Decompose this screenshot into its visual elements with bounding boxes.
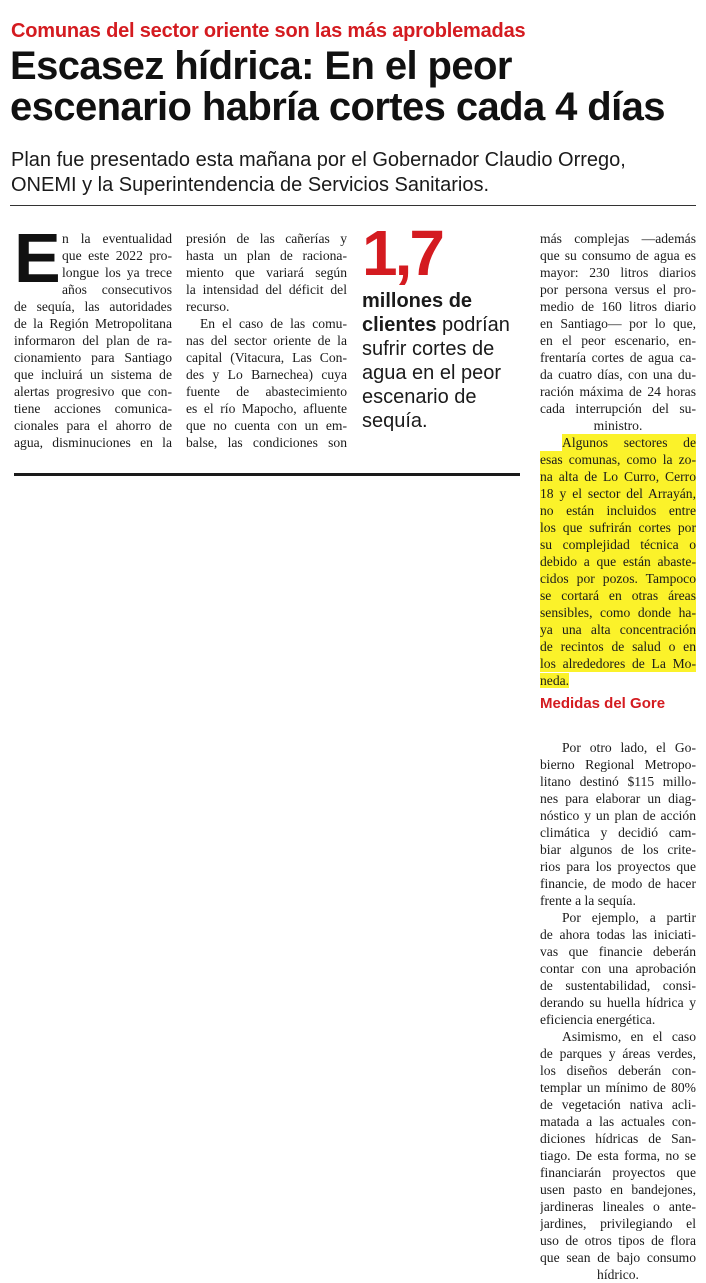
text-line: informaron del plan de ra- [14, 333, 172, 348]
headline-line: Escasez hídrica: En el peor [10, 44, 512, 88]
text-line: que sean de bajo consumo [540, 1250, 696, 1265]
text-line: frente a la sequía. [540, 893, 636, 908]
section-subhead: Medidas del Gore [540, 695, 666, 712]
text-line: litano destinó $115 millo- [540, 774, 696, 789]
pull-quote-line: sequía. [362, 410, 428, 432]
deck-line: Plan fue presentado esta mañana por el Gobernador Claudio Orrego, [11, 149, 626, 171]
text-line: eficiencia energética. [540, 1012, 656, 1027]
article-column-4-continued [540, 739, 696, 1283]
pull-quote-line: escenario de [362, 386, 477, 408]
headline-line: escenario habría cortes cada 4 días [10, 85, 665, 129]
highlighted-line: los que sufrirán cortes por [540, 520, 696, 535]
text-line: capital (Vitacura, Las Con- [186, 350, 347, 365]
text-line: En el caso de las comu- [200, 316, 347, 331]
text-line: ministro. [593, 418, 643, 433]
text-line: bierno Regional Metropo- [540, 757, 696, 772]
article-column-2 [186, 230, 347, 451]
highlighted-line: esas comunas, como la zo- [540, 452, 696, 467]
text-line: los diseños deberán con- [540, 1063, 696, 1078]
text-line: rios para los proyectos que [540, 859, 696, 874]
drop-cap: E [14, 219, 61, 297]
highlighted-line: 18 y el sector del Arrayán, [540, 486, 696, 501]
text-line: biar algunos de los crite- [540, 842, 696, 857]
deck-line: ONEMI y la Superintendencia de Servicios Sanitarios. [11, 174, 490, 196]
pull-quote-bold: millones de [362, 290, 473, 312]
text-line: Por ejemplo, a partir [562, 910, 696, 925]
text-line: es el río Mapocho, afluente [186, 401, 347, 416]
text-line: hídrico. [597, 1267, 639, 1282]
pull-quote [362, 217, 528, 433]
text-line: frentaría cortes de agua ca- [540, 350, 696, 365]
divider-middle [14, 473, 520, 476]
text-line: climática y decidió cam- [540, 825, 696, 840]
text-line: ración máxima de 24 horas [540, 384, 696, 399]
text-line: de la Región Metropolitana [14, 316, 172, 331]
text-line: presión de las cañerías y [186, 231, 347, 246]
text-line: usen pasto en bandejones, [540, 1182, 696, 1197]
text-line: de sustentabilidad, consi- [540, 978, 696, 993]
highlighted-line: se cortará en otras áreas [540, 588, 696, 603]
pull-quote-line: agua en el peor [362, 362, 502, 384]
highlighted-line: no están incluidos entre [540, 503, 696, 518]
text-line: recurso. [186, 299, 230, 314]
text-line: años consecutivos [62, 282, 172, 297]
text-line: la intensidad del déficit del [186, 282, 347, 297]
text-line: nes para elaborar un diag- [540, 791, 696, 806]
text-line: que su consumo de agua es [540, 248, 696, 263]
text-line: que incluirá un sistema de [14, 367, 172, 382]
text-line: nóstico y un plan de acción [540, 808, 696, 823]
highlighted-line: ya una alta concentración [540, 622, 696, 637]
highlighted-line: de recintos de salud o en [540, 639, 696, 654]
text-line: jardineras lineales o ante- [540, 1199, 696, 1214]
text-line: de sequía, las autoridades [14, 299, 172, 314]
text-line: financie, de modo de hacer [540, 876, 696, 891]
text-line: Por otro lado, el Go- [562, 740, 696, 755]
text-line: tiago. De esta forma, no se [540, 1148, 696, 1163]
text-line: cada interrupción del su- [540, 401, 696, 416]
text-line: financiarán proyectos que [540, 1165, 696, 1180]
text-line: en Santiago— por lo que, [540, 316, 696, 331]
text-line: de parques y áreas verdes, [540, 1046, 696, 1061]
article-column-1 [14, 219, 172, 451]
text-line: que este 2022 pro- [62, 248, 172, 263]
text-line: de ahora todas las iniciati- [540, 927, 696, 942]
text-line: contar con una aprobación [540, 961, 696, 976]
text-line: derando su huella hídrica y [540, 995, 696, 1010]
text-line: que no cuenta con un em- [186, 418, 347, 433]
text-line: más complejas —además [540, 231, 696, 246]
text-line: da cuatro días, con una du- [540, 367, 696, 382]
text-line: mayor: 230 litros diarios [540, 265, 696, 280]
divider-top [10, 205, 696, 206]
highlighted-line: sensibles, como donde ha- [540, 605, 696, 620]
highlighted-line: neda. [540, 673, 570, 688]
pull-quote-bold: clientes [362, 314, 437, 336]
text-line: de vegetación nativa acli- [540, 1097, 696, 1112]
text-line: cionamiento para Santiago [14, 350, 172, 365]
text-line: por persona versus el pro- [540, 282, 696, 297]
highlighted-line: cidos por pozos. Tampoco [540, 571, 696, 586]
pull-quote-text [362, 289, 528, 433]
highlighted-line: su complejidad técnica o [540, 537, 696, 552]
kicker: Comunas del sector oriente son las más aproblemadas [11, 20, 526, 42]
text-line: en el peor escenario, en- [540, 333, 696, 348]
pull-quote-number: 1,7 [362, 217, 442, 289]
text-line: miento que variará según [186, 265, 347, 280]
highlighted-passage [540, 434, 696, 689]
text-line: vas que financie deberán [540, 944, 696, 959]
deck [11, 148, 701, 198]
text-line: n la eventualidad [62, 231, 172, 246]
article-column-4 [540, 230, 696, 689]
text-line: nas del sector oriente de la [186, 333, 347, 348]
highlighted-line: na alta de Lo Curro, Cerro [540, 469, 696, 484]
text-line: longue los ya trece [62, 265, 172, 280]
headline [10, 46, 700, 128]
text-line: balse, las condiciones son [186, 435, 347, 450]
text-line: templar un mínimo de 80% [540, 1080, 696, 1095]
text-line: cionales para el ahorro de [14, 418, 172, 433]
highlighted-line: los alrededores de La Mo- [540, 656, 696, 671]
text-line: agua, disminuciones en la [14, 435, 172, 450]
text-line: hasta un plan de raciona- [186, 248, 347, 263]
text-line: diciones hídricas de San- [540, 1131, 696, 1146]
highlighted-line: debido a que están abaste- [540, 554, 696, 569]
text-line: matada a las actuales con- [540, 1114, 696, 1129]
text-line: jardines, privilegiando el [540, 1216, 696, 1231]
text-line: tiene acciones comunica- [14, 401, 172, 416]
pull-quote-line: podrían [442, 314, 510, 336]
text-line: des y Lo Barnechea) cuya [186, 367, 347, 382]
text-line: uso de otros tipos de flora [540, 1233, 696, 1248]
highlighted-line: Algunos sectores de [562, 435, 696, 450]
pull-quote-line: sufrir cortes de [362, 338, 495, 360]
text-line: Asimismo, en el caso [562, 1029, 696, 1044]
text-line: alertas progresivo que con- [14, 384, 172, 399]
text-line: fuente de abastecimiento [186, 384, 347, 399]
text-line: medio de 160 litros diario [540, 299, 696, 314]
